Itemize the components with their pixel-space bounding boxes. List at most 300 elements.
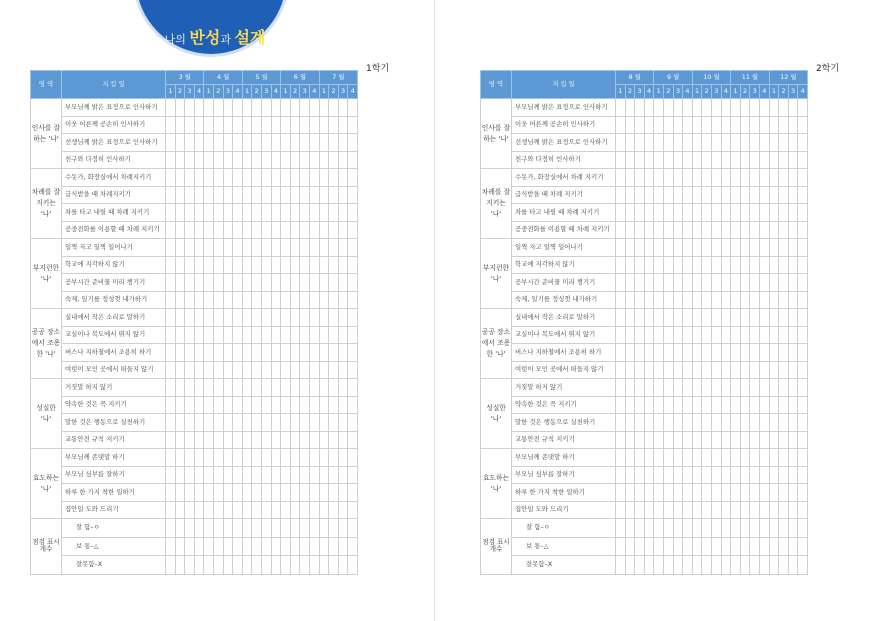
check-cell[interactable]	[175, 484, 185, 502]
count-cell[interactable]	[262, 537, 272, 556]
check-cell[interactable]	[692, 186, 702, 204]
check-cell[interactable]	[664, 309, 674, 327]
check-cell[interactable]	[740, 379, 750, 397]
check-cell[interactable]	[798, 344, 808, 362]
check-cell[interactable]	[290, 484, 300, 502]
check-cell[interactable]	[252, 379, 262, 397]
check-cell[interactable]	[731, 309, 741, 327]
check-cell[interactable]	[329, 309, 339, 327]
check-cell[interactable]	[290, 449, 300, 467]
check-cell[interactable]	[702, 186, 712, 204]
check-cell[interactable]	[329, 256, 339, 274]
check-cell[interactable]	[338, 239, 348, 257]
check-cell[interactable]	[702, 239, 712, 257]
check-cell[interactable]	[788, 169, 798, 187]
check-cell[interactable]	[214, 344, 224, 362]
check-cell[interactable]	[300, 204, 310, 222]
count-cell[interactable]	[760, 519, 770, 538]
check-cell[interactable]	[214, 414, 224, 432]
check-cell[interactable]	[319, 414, 329, 432]
check-cell[interactable]	[175, 466, 185, 484]
check-cell[interactable]	[760, 361, 770, 379]
check-cell[interactable]	[252, 484, 262, 502]
count-cell[interactable]	[769, 537, 779, 556]
check-cell[interactable]	[194, 169, 204, 187]
check-cell[interactable]	[635, 186, 645, 204]
check-cell[interactable]	[625, 414, 635, 432]
count-cell[interactable]	[281, 519, 291, 538]
check-cell[interactable]	[319, 186, 329, 204]
count-cell[interactable]	[185, 519, 195, 538]
check-cell[interactable]	[731, 256, 741, 274]
check-cell[interactable]	[281, 309, 291, 327]
check-cell[interactable]	[281, 449, 291, 467]
check-cell[interactable]	[750, 256, 760, 274]
count-cell[interactable]	[712, 556, 722, 575]
check-cell[interactable]	[223, 116, 233, 134]
count-cell[interactable]	[731, 537, 741, 556]
check-cell[interactable]	[644, 449, 654, 467]
check-cell[interactable]	[348, 449, 358, 467]
check-cell[interactable]	[204, 466, 214, 484]
count-cell[interactable]	[338, 537, 348, 556]
check-cell[interactable]	[673, 256, 683, 274]
check-cell[interactable]	[310, 326, 320, 344]
check-cell[interactable]	[262, 291, 272, 309]
check-cell[interactable]	[281, 501, 291, 519]
check-cell[interactable]	[185, 309, 195, 327]
check-cell[interactable]	[740, 151, 750, 169]
check-cell[interactable]	[271, 204, 281, 222]
check-cell[interactable]	[769, 169, 779, 187]
check-cell[interactable]	[702, 169, 712, 187]
count-cell[interactable]	[692, 556, 702, 575]
check-cell[interactable]	[654, 466, 664, 484]
count-cell[interactable]	[242, 556, 252, 575]
check-cell[interactable]	[338, 396, 348, 414]
check-cell[interactable]	[252, 221, 262, 239]
check-cell[interactable]	[664, 291, 674, 309]
check-cell[interactable]	[750, 484, 760, 502]
check-cell[interactable]	[654, 431, 664, 449]
check-cell[interactable]	[252, 134, 262, 152]
check-cell[interactable]	[731, 151, 741, 169]
check-cell[interactable]	[223, 221, 233, 239]
check-cell[interactable]	[185, 134, 195, 152]
check-cell[interactable]	[252, 414, 262, 432]
check-cell[interactable]	[721, 134, 731, 152]
check-cell[interactable]	[692, 221, 702, 239]
check-cell[interactable]	[166, 501, 176, 519]
check-cell[interactable]	[329, 484, 339, 502]
check-cell[interactable]	[281, 326, 291, 344]
check-cell[interactable]	[310, 449, 320, 467]
check-cell[interactable]	[788, 414, 798, 432]
check-cell[interactable]	[664, 396, 674, 414]
check-cell[interactable]	[262, 256, 272, 274]
check-cell[interactable]	[175, 309, 185, 327]
check-cell[interactable]	[348, 484, 358, 502]
check-cell[interactable]	[731, 291, 741, 309]
check-cell[interactable]	[712, 256, 722, 274]
count-cell[interactable]	[271, 537, 281, 556]
check-cell[interactable]	[310, 466, 320, 484]
check-cell[interactable]	[242, 361, 252, 379]
check-cell[interactable]	[635, 256, 645, 274]
count-cell[interactable]	[683, 537, 693, 556]
check-cell[interactable]	[760, 134, 770, 152]
check-cell[interactable]	[300, 239, 310, 257]
check-cell[interactable]	[300, 414, 310, 432]
check-cell[interactable]	[779, 221, 789, 239]
count-cell[interactable]	[175, 537, 185, 556]
check-cell[interactable]	[750, 396, 760, 414]
check-cell[interactable]	[185, 186, 195, 204]
check-cell[interactable]	[644, 204, 654, 222]
check-cell[interactable]	[692, 449, 702, 467]
check-cell[interactable]	[788, 256, 798, 274]
check-cell[interactable]	[721, 274, 731, 292]
check-cell[interactable]	[750, 449, 760, 467]
check-cell[interactable]	[281, 134, 291, 152]
check-cell[interactable]	[252, 501, 262, 519]
count-cell[interactable]	[310, 556, 320, 575]
check-cell[interactable]	[338, 99, 348, 117]
check-cell[interactable]	[712, 239, 722, 257]
check-cell[interactable]	[644, 169, 654, 187]
check-cell[interactable]	[683, 134, 693, 152]
check-cell[interactable]	[673, 239, 683, 257]
check-cell[interactable]	[300, 291, 310, 309]
check-cell[interactable]	[692, 274, 702, 292]
check-cell[interactable]	[692, 431, 702, 449]
check-cell[interactable]	[779, 151, 789, 169]
count-cell[interactable]	[625, 519, 635, 538]
check-cell[interactable]	[338, 466, 348, 484]
check-cell[interactable]	[300, 274, 310, 292]
check-cell[interactable]	[233, 344, 243, 362]
check-cell[interactable]	[166, 431, 176, 449]
check-cell[interactable]	[654, 186, 664, 204]
count-cell[interactable]	[290, 519, 300, 538]
count-cell[interactable]	[204, 556, 214, 575]
check-cell[interactable]	[194, 484, 204, 502]
check-cell[interactable]	[625, 291, 635, 309]
check-cell[interactable]	[223, 186, 233, 204]
check-cell[interactable]	[712, 291, 722, 309]
check-cell[interactable]	[281, 99, 291, 117]
check-cell[interactable]	[242, 484, 252, 502]
check-cell[interactable]	[683, 326, 693, 344]
check-cell[interactable]	[290, 116, 300, 134]
check-cell[interactable]	[300, 501, 310, 519]
check-cell[interactable]	[616, 291, 626, 309]
check-cell[interactable]	[654, 221, 664, 239]
check-cell[interactable]	[290, 291, 300, 309]
check-cell[interactable]	[271, 256, 281, 274]
count-cell[interactable]	[779, 519, 789, 538]
check-cell[interactable]	[721, 239, 731, 257]
check-cell[interactable]	[750, 239, 760, 257]
check-cell[interactable]	[271, 414, 281, 432]
count-cell[interactable]	[214, 537, 224, 556]
check-cell[interactable]	[712, 501, 722, 519]
check-cell[interactable]	[348, 169, 358, 187]
check-cell[interactable]	[233, 169, 243, 187]
check-cell[interactable]	[319, 256, 329, 274]
check-cell[interactable]	[175, 326, 185, 344]
check-cell[interactable]	[214, 326, 224, 344]
check-cell[interactable]	[760, 116, 770, 134]
check-cell[interactable]	[779, 484, 789, 502]
check-cell[interactable]	[329, 449, 339, 467]
check-cell[interactable]	[740, 204, 750, 222]
check-cell[interactable]	[740, 239, 750, 257]
check-cell[interactable]	[769, 134, 779, 152]
check-cell[interactable]	[769, 484, 779, 502]
check-cell[interactable]	[721, 204, 731, 222]
check-cell[interactable]	[664, 326, 674, 344]
check-cell[interactable]	[625, 501, 635, 519]
count-cell[interactable]	[702, 556, 712, 575]
check-cell[interactable]	[692, 256, 702, 274]
check-cell[interactable]	[760, 379, 770, 397]
check-cell[interactable]	[654, 379, 664, 397]
check-cell[interactable]	[721, 484, 731, 502]
check-cell[interactable]	[194, 239, 204, 257]
check-cell[interactable]	[310, 186, 320, 204]
count-cell[interactable]	[740, 519, 750, 538]
check-cell[interactable]	[750, 414, 760, 432]
check-cell[interactable]	[788, 379, 798, 397]
check-cell[interactable]	[348, 396, 358, 414]
check-cell[interactable]	[281, 274, 291, 292]
check-cell[interactable]	[252, 256, 262, 274]
check-cell[interactable]	[214, 256, 224, 274]
check-cell[interactable]	[750, 379, 760, 397]
count-cell[interactable]	[769, 556, 779, 575]
check-cell[interactable]	[712, 361, 722, 379]
check-cell[interactable]	[644, 344, 654, 362]
check-cell[interactable]	[798, 151, 808, 169]
check-cell[interactable]	[194, 449, 204, 467]
check-cell[interactable]	[760, 466, 770, 484]
check-cell[interactable]	[338, 134, 348, 152]
check-cell[interactable]	[750, 204, 760, 222]
check-cell[interactable]	[788, 239, 798, 257]
check-cell[interactable]	[635, 466, 645, 484]
check-cell[interactable]	[185, 414, 195, 432]
check-cell[interactable]	[329, 151, 339, 169]
check-cell[interactable]	[214, 274, 224, 292]
count-cell[interactable]	[721, 537, 731, 556]
count-cell[interactable]	[281, 556, 291, 575]
check-cell[interactable]	[310, 501, 320, 519]
check-cell[interactable]	[242, 501, 252, 519]
check-cell[interactable]	[338, 169, 348, 187]
check-cell[interactable]	[310, 361, 320, 379]
check-cell[interactable]	[616, 134, 626, 152]
check-cell[interactable]	[788, 99, 798, 117]
check-cell[interactable]	[233, 256, 243, 274]
check-cell[interactable]	[204, 291, 214, 309]
check-cell[interactable]	[673, 169, 683, 187]
check-cell[interactable]	[616, 484, 626, 502]
count-cell[interactable]	[654, 519, 664, 538]
check-cell[interactable]	[271, 361, 281, 379]
check-cell[interactable]	[319, 239, 329, 257]
check-cell[interactable]	[635, 116, 645, 134]
check-cell[interactable]	[262, 204, 272, 222]
check-cell[interactable]	[271, 116, 281, 134]
check-cell[interactable]	[616, 431, 626, 449]
check-cell[interactable]	[692, 501, 702, 519]
count-cell[interactable]	[635, 556, 645, 575]
check-cell[interactable]	[300, 116, 310, 134]
check-cell[interactable]	[616, 414, 626, 432]
check-cell[interactable]	[683, 396, 693, 414]
check-cell[interactable]	[204, 326, 214, 344]
check-cell[interactable]	[616, 466, 626, 484]
check-cell[interactable]	[166, 134, 176, 152]
check-cell[interactable]	[702, 484, 712, 502]
check-cell[interactable]	[788, 309, 798, 327]
check-cell[interactable]	[673, 116, 683, 134]
check-cell[interactable]	[348, 361, 358, 379]
check-cell[interactable]	[721, 99, 731, 117]
check-cell[interactable]	[779, 239, 789, 257]
check-cell[interactable]	[242, 291, 252, 309]
check-cell[interactable]	[664, 501, 674, 519]
check-cell[interactable]	[702, 256, 712, 274]
check-cell[interactable]	[290, 466, 300, 484]
check-cell[interactable]	[635, 221, 645, 239]
check-cell[interactable]	[166, 466, 176, 484]
check-cell[interactable]	[233, 134, 243, 152]
check-cell[interactable]	[798, 186, 808, 204]
check-cell[interactable]	[310, 396, 320, 414]
check-cell[interactable]	[175, 256, 185, 274]
check-cell[interactable]	[185, 274, 195, 292]
check-cell[interactable]	[319, 326, 329, 344]
check-cell[interactable]	[673, 99, 683, 117]
check-cell[interactable]	[242, 186, 252, 204]
check-cell[interactable]	[281, 396, 291, 414]
check-cell[interactable]	[750, 501, 760, 519]
check-cell[interactable]	[271, 449, 281, 467]
check-cell[interactable]	[319, 204, 329, 222]
check-cell[interactable]	[760, 449, 770, 467]
check-cell[interactable]	[712, 274, 722, 292]
check-cell[interactable]	[271, 169, 281, 187]
check-cell[interactable]	[242, 449, 252, 467]
count-cell[interactable]	[721, 556, 731, 575]
check-cell[interactable]	[702, 414, 712, 432]
check-cell[interactable]	[329, 431, 339, 449]
check-cell[interactable]	[252, 274, 262, 292]
check-cell[interactable]	[204, 501, 214, 519]
check-cell[interactable]	[262, 151, 272, 169]
check-cell[interactable]	[798, 116, 808, 134]
check-cell[interactable]	[329, 134, 339, 152]
check-cell[interactable]	[319, 221, 329, 239]
check-cell[interactable]	[204, 99, 214, 117]
check-cell[interactable]	[348, 344, 358, 362]
count-cell[interactable]	[166, 519, 176, 538]
check-cell[interactable]	[625, 99, 635, 117]
check-cell[interactable]	[271, 99, 281, 117]
check-cell[interactable]	[233, 396, 243, 414]
check-cell[interactable]	[252, 396, 262, 414]
check-cell[interactable]	[635, 291, 645, 309]
count-cell[interactable]	[175, 556, 185, 575]
check-cell[interactable]	[721, 169, 731, 187]
check-cell[interactable]	[242, 379, 252, 397]
check-cell[interactable]	[252, 204, 262, 222]
check-cell[interactable]	[731, 466, 741, 484]
check-cell[interactable]	[185, 151, 195, 169]
count-cell[interactable]	[194, 519, 204, 538]
check-cell[interactable]	[290, 431, 300, 449]
count-cell[interactable]	[233, 537, 243, 556]
count-cell[interactable]	[233, 519, 243, 538]
check-cell[interactable]	[185, 169, 195, 187]
check-cell[interactable]	[769, 449, 779, 467]
check-cell[interactable]	[310, 414, 320, 432]
count-cell[interactable]	[798, 556, 808, 575]
check-cell[interactable]	[616, 344, 626, 362]
check-cell[interactable]	[635, 484, 645, 502]
check-cell[interactable]	[204, 204, 214, 222]
count-cell[interactable]	[175, 519, 185, 538]
count-cell[interactable]	[271, 556, 281, 575]
check-cell[interactable]	[702, 151, 712, 169]
count-cell[interactable]	[252, 519, 262, 538]
check-cell[interactable]	[319, 449, 329, 467]
count-cell[interactable]	[750, 519, 760, 538]
check-cell[interactable]	[644, 256, 654, 274]
check-cell[interactable]	[654, 484, 664, 502]
check-cell[interactable]	[348, 256, 358, 274]
check-cell[interactable]	[644, 361, 654, 379]
check-cell[interactable]	[788, 466, 798, 484]
count-cell[interactable]	[769, 519, 779, 538]
check-cell[interactable]	[262, 99, 272, 117]
check-cell[interactable]	[271, 501, 281, 519]
check-cell[interactable]	[702, 221, 712, 239]
check-cell[interactable]	[731, 379, 741, 397]
check-cell[interactable]	[233, 466, 243, 484]
check-cell[interactable]	[223, 151, 233, 169]
check-cell[interactable]	[625, 256, 635, 274]
check-cell[interactable]	[788, 116, 798, 134]
check-cell[interactable]	[654, 309, 664, 327]
check-cell[interactable]	[798, 326, 808, 344]
check-cell[interactable]	[166, 239, 176, 257]
check-cell[interactable]	[625, 169, 635, 187]
check-cell[interactable]	[635, 151, 645, 169]
check-cell[interactable]	[271, 344, 281, 362]
check-cell[interactable]	[166, 186, 176, 204]
check-cell[interactable]	[769, 309, 779, 327]
check-cell[interactable]	[731, 116, 741, 134]
check-cell[interactable]	[616, 151, 626, 169]
check-cell[interactable]	[223, 309, 233, 327]
check-cell[interactable]	[338, 326, 348, 344]
check-cell[interactable]	[712, 414, 722, 432]
check-cell[interactable]	[194, 466, 204, 484]
check-cell[interactable]	[673, 414, 683, 432]
